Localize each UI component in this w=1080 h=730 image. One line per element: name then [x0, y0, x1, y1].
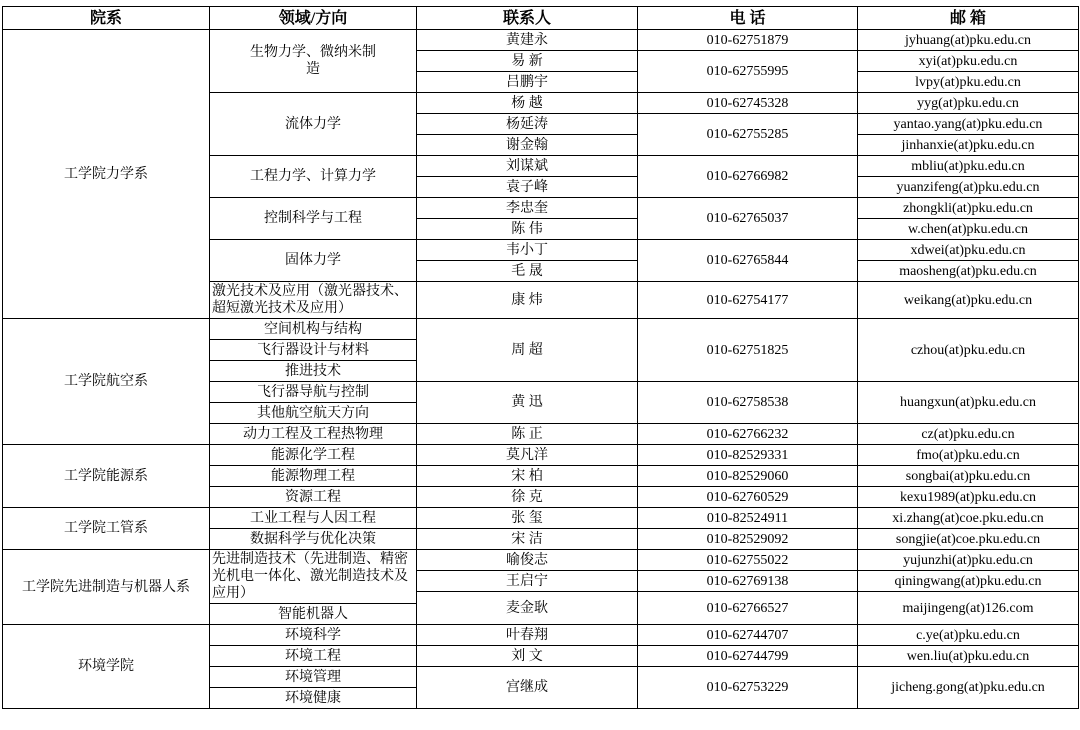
field-cell: 工业工程与人因工程 [210, 508, 417, 529]
phone-cell: 010-82529060 [638, 466, 858, 487]
department-cell: 工学院能源系 [3, 445, 210, 508]
table-row [3, 625, 1079, 646]
contact-cell: 康 炜 [417, 282, 638, 319]
phone-cell: 010-62758538 [638, 382, 858, 424]
phone-cell: 010-62766982 [638, 156, 858, 198]
field-cell: 动力工程及工程热物理 [210, 424, 417, 445]
field-cell: 飞行器导航与控制 [210, 382, 417, 403]
field-cell: 其他航空航天方向 [210, 403, 417, 424]
email-cell: jicheng.gong(at)pku.edu.cn [858, 667, 1079, 709]
header-row [3, 7, 1079, 30]
field-cell: 数据科学与优化决策 [210, 529, 417, 550]
field-cell: 环境科学 [210, 625, 417, 646]
email-cell: c.ye(at)pku.edu.cn [858, 625, 1079, 646]
email-cell: w.chen(at)pku.edu.cn [858, 219, 1079, 240]
email-cell: maijingeng(at)126.com [858, 592, 1079, 625]
email-cell: maosheng(at)pku.edu.cn [858, 261, 1079, 282]
phone-cell: 010-82529092 [638, 529, 858, 550]
contact-cell: 杨延涛 [417, 114, 638, 135]
contact-cell: 毛 晟 [417, 261, 638, 282]
department-cell: 工学院航空系 [3, 319, 210, 445]
table-row [3, 30, 1079, 51]
field-cell: 能源化学工程 [210, 445, 417, 466]
phone-cell: 010-62745328 [638, 93, 858, 114]
phone-cell: 010-62755285 [638, 114, 858, 156]
contact-cell: 徐 克 [417, 487, 638, 508]
contact-cell: 吕鹏宇 [417, 72, 638, 93]
table-row [3, 550, 1079, 571]
header-department: 院系 [3, 7, 210, 30]
email-cell: czhou(at)pku.edu.cn [858, 319, 1079, 382]
field-cell: 能源物理工程 [210, 466, 417, 487]
field-cell: 流体力学 [210, 93, 417, 156]
contact-cell: 喻俊志 [417, 550, 638, 571]
field-cell: 环境工程 [210, 646, 417, 667]
phone-cell: 010-62753229 [638, 667, 858, 709]
contact-cell: 李忠奎 [417, 198, 638, 219]
phone-cell: 010-62766527 [638, 592, 858, 625]
field-cell: 控制科学与工程 [210, 198, 417, 240]
phone-cell: 010-82524911 [638, 508, 858, 529]
phone-cell: 010-62769138 [638, 571, 858, 592]
table-row [3, 508, 1079, 529]
phone-cell: 010-82529331 [638, 445, 858, 466]
header-field: 领域/方向 [210, 7, 417, 30]
phone-cell: 010-62744707 [638, 625, 858, 646]
header-phone: 电 话 [638, 7, 858, 30]
email-cell: mbliu(at)pku.edu.cn [858, 156, 1079, 177]
email-cell: wen.liu(at)pku.edu.cn [858, 646, 1079, 667]
contact-cell: 黄 迅 [417, 382, 638, 424]
contact-cell: 宋 柏 [417, 466, 638, 487]
email-cell: zhongkli(at)pku.edu.cn [858, 198, 1079, 219]
field-cell: 生物力学、微纳米制造 [210, 30, 417, 93]
contact-cell: 叶春翔 [417, 625, 638, 646]
field-cell: 工程力学、计算力学 [210, 156, 417, 198]
email-cell: yujunzhi(at)pku.edu.cn [858, 550, 1079, 571]
department-cell: 工学院先进制造与机器人系 [3, 550, 210, 625]
contact-cell: 黄建永 [417, 30, 638, 51]
email-cell: jinhanxie(at)pku.edu.cn [858, 135, 1079, 156]
department-cell: 工学院力学系 [3, 30, 210, 319]
email-cell: songbai(at)pku.edu.cn [858, 466, 1079, 487]
contact-cell: 莫凡洋 [417, 445, 638, 466]
phone-cell: 010-62755995 [638, 51, 858, 93]
contact-cell: 袁子峰 [417, 177, 638, 198]
field-cell: 推进技术 [210, 361, 417, 382]
email-cell: yyg(at)pku.edu.cn [858, 93, 1079, 114]
phone-cell: 010-62755022 [638, 550, 858, 571]
header-contact: 联系人 [417, 7, 638, 30]
field-cell: 环境管理 [210, 667, 417, 688]
email-cell: huangxun(at)pku.edu.cn [858, 382, 1079, 424]
phone-cell: 010-62765037 [638, 198, 858, 240]
contact-cell: 陈 正 [417, 424, 638, 445]
phone-cell: 010-62754177 [638, 282, 858, 319]
contact-cell: 周 超 [417, 319, 638, 382]
email-cell: songjie(at)coe.pku.edu.cn [858, 529, 1079, 550]
email-cell: yuanzifeng(at)pku.edu.cn [858, 177, 1079, 198]
email-cell: yantao.yang(at)pku.edu.cn [858, 114, 1079, 135]
email-cell: weikang(at)pku.edu.cn [858, 282, 1079, 319]
contact-cell: 宫继成 [417, 667, 638, 709]
field-cell: 先进制造技术（先进制造、精密光机电一体化、激光制造技术及应用） [210, 550, 417, 604]
header-email: 邮 箱 [858, 7, 1079, 30]
field-cell: 固体力学 [210, 240, 417, 282]
phone-cell: 010-62760529 [638, 487, 858, 508]
field-cell: 智能机器人 [210, 604, 417, 625]
contact-cell: 陈 伟 [417, 219, 638, 240]
field-cell: 环境健康 [210, 688, 417, 709]
email-cell: fmo(at)pku.edu.cn [858, 445, 1079, 466]
phone-cell: 010-62744799 [638, 646, 858, 667]
table-row [3, 319, 1079, 340]
email-cell: xyi(at)pku.edu.cn [858, 51, 1079, 72]
contact-cell: 刘谋斌 [417, 156, 638, 177]
contact-cell: 易 新 [417, 51, 638, 72]
contact-cell: 刘 文 [417, 646, 638, 667]
contact-table [2, 6, 1079, 709]
email-cell: cz(at)pku.edu.cn [858, 424, 1079, 445]
department-cell: 环境学院 [3, 625, 210, 709]
email-cell: qiningwang(at)pku.edu.cn [858, 571, 1079, 592]
table-row [3, 445, 1079, 466]
email-cell: xdwei(at)pku.edu.cn [858, 240, 1079, 261]
field-cell: 激光技术及应用（激光器技术、超短激光技术及应用） [210, 282, 417, 319]
phone-cell: 010-62751825 [638, 319, 858, 382]
phone-cell: 010-62751879 [638, 30, 858, 51]
email-cell: xi.zhang(at)coe.pku.edu.cn [858, 508, 1079, 529]
contact-cell: 张 玺 [417, 508, 638, 529]
phone-cell: 010-62765844 [638, 240, 858, 282]
contact-cell: 杨 越 [417, 93, 638, 114]
email-cell: jyhuang(at)pku.edu.cn [858, 30, 1079, 51]
field-cell: 空间机构与结构 [210, 319, 417, 340]
contact-cell: 王启宁 [417, 571, 638, 592]
contact-cell: 麦金耿 [417, 592, 638, 625]
contact-cell: 谢金翰 [417, 135, 638, 156]
phone-cell: 010-62766232 [638, 424, 858, 445]
department-cell: 工学院工管系 [3, 508, 210, 550]
email-cell: lvpy(at)pku.edu.cn [858, 72, 1079, 93]
field-cell: 资源工程 [210, 487, 417, 508]
field-cell: 飞行器设计与材料 [210, 340, 417, 361]
contact-cell: 宋 洁 [417, 529, 638, 550]
email-cell: kexu1989(at)pku.edu.cn [858, 487, 1079, 508]
contact-cell: 韦小丁 [417, 240, 638, 261]
